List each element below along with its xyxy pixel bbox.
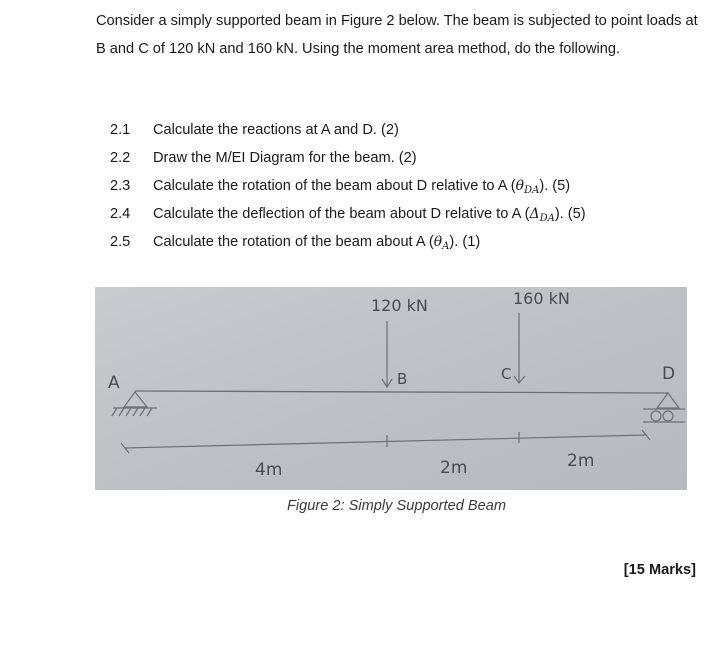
question-item bbox=[110, 200, 700, 228]
figure-caption: Figure 2: Simply Supported Beam bbox=[286, 498, 506, 514]
point-label-c: C bbox=[501, 365, 512, 383]
beam-figure bbox=[95, 287, 687, 490]
question-number: 2.1 bbox=[110, 122, 131, 138]
question-item bbox=[110, 116, 700, 144]
math-symbol: $\theta_{DA}$ bbox=[515, 178, 540, 196]
problem-statement: Consider a simply supported beam in Figure 2 below. The beam is subjected to point loads at B and C of 120 kN and 160 kN. Using the moment area method, do the following. bbox=[96, 13, 698, 57]
load-label-b: 120 kN bbox=[371, 296, 428, 315]
question-item bbox=[110, 144, 700, 172]
question-list bbox=[110, 116, 700, 256]
question-item bbox=[110, 228, 700, 256]
dimension-label-ab: 4m bbox=[255, 460, 283, 480]
dimension-label-cd: 2m bbox=[567, 451, 595, 471]
point-label-b: B bbox=[397, 370, 408, 388]
question-text: Calculate the rotation of the beam about A $(\theta_A)$. (1) bbox=[153, 234, 481, 252]
load-label-c: 160 kN bbox=[513, 289, 570, 308]
question-item bbox=[110, 172, 700, 200]
question-number: 2.4 bbox=[110, 206, 131, 222]
point-label-a: A bbox=[108, 373, 120, 393]
question-number: 2.2 bbox=[110, 150, 131, 166]
dimension-label-bc: 2m bbox=[440, 458, 468, 478]
math-symbol: $\theta_A$ bbox=[433, 234, 450, 252]
question-text: Calculate the reactions at A and D. (2) bbox=[153, 122, 399, 138]
question-text: Calculate the deflection of the beam about D relative to A $(\Delta_{DA})$. (5) bbox=[153, 206, 586, 224]
marks-total: [15 Marks] bbox=[623, 562, 696, 578]
question-number: 2.5 bbox=[110, 234, 131, 250]
point-label-d: D bbox=[662, 364, 676, 384]
question-number: 2.3 bbox=[110, 178, 131, 194]
math-symbol: $\Delta_{DA}$ bbox=[529, 206, 555, 224]
question-text: Draw the M/EI Diagram for the beam. (2) bbox=[153, 150, 417, 166]
question-text: Calculate the rotation of the beam about D relative to A $(\theta_{DA})$. (5) bbox=[153, 178, 571, 196]
